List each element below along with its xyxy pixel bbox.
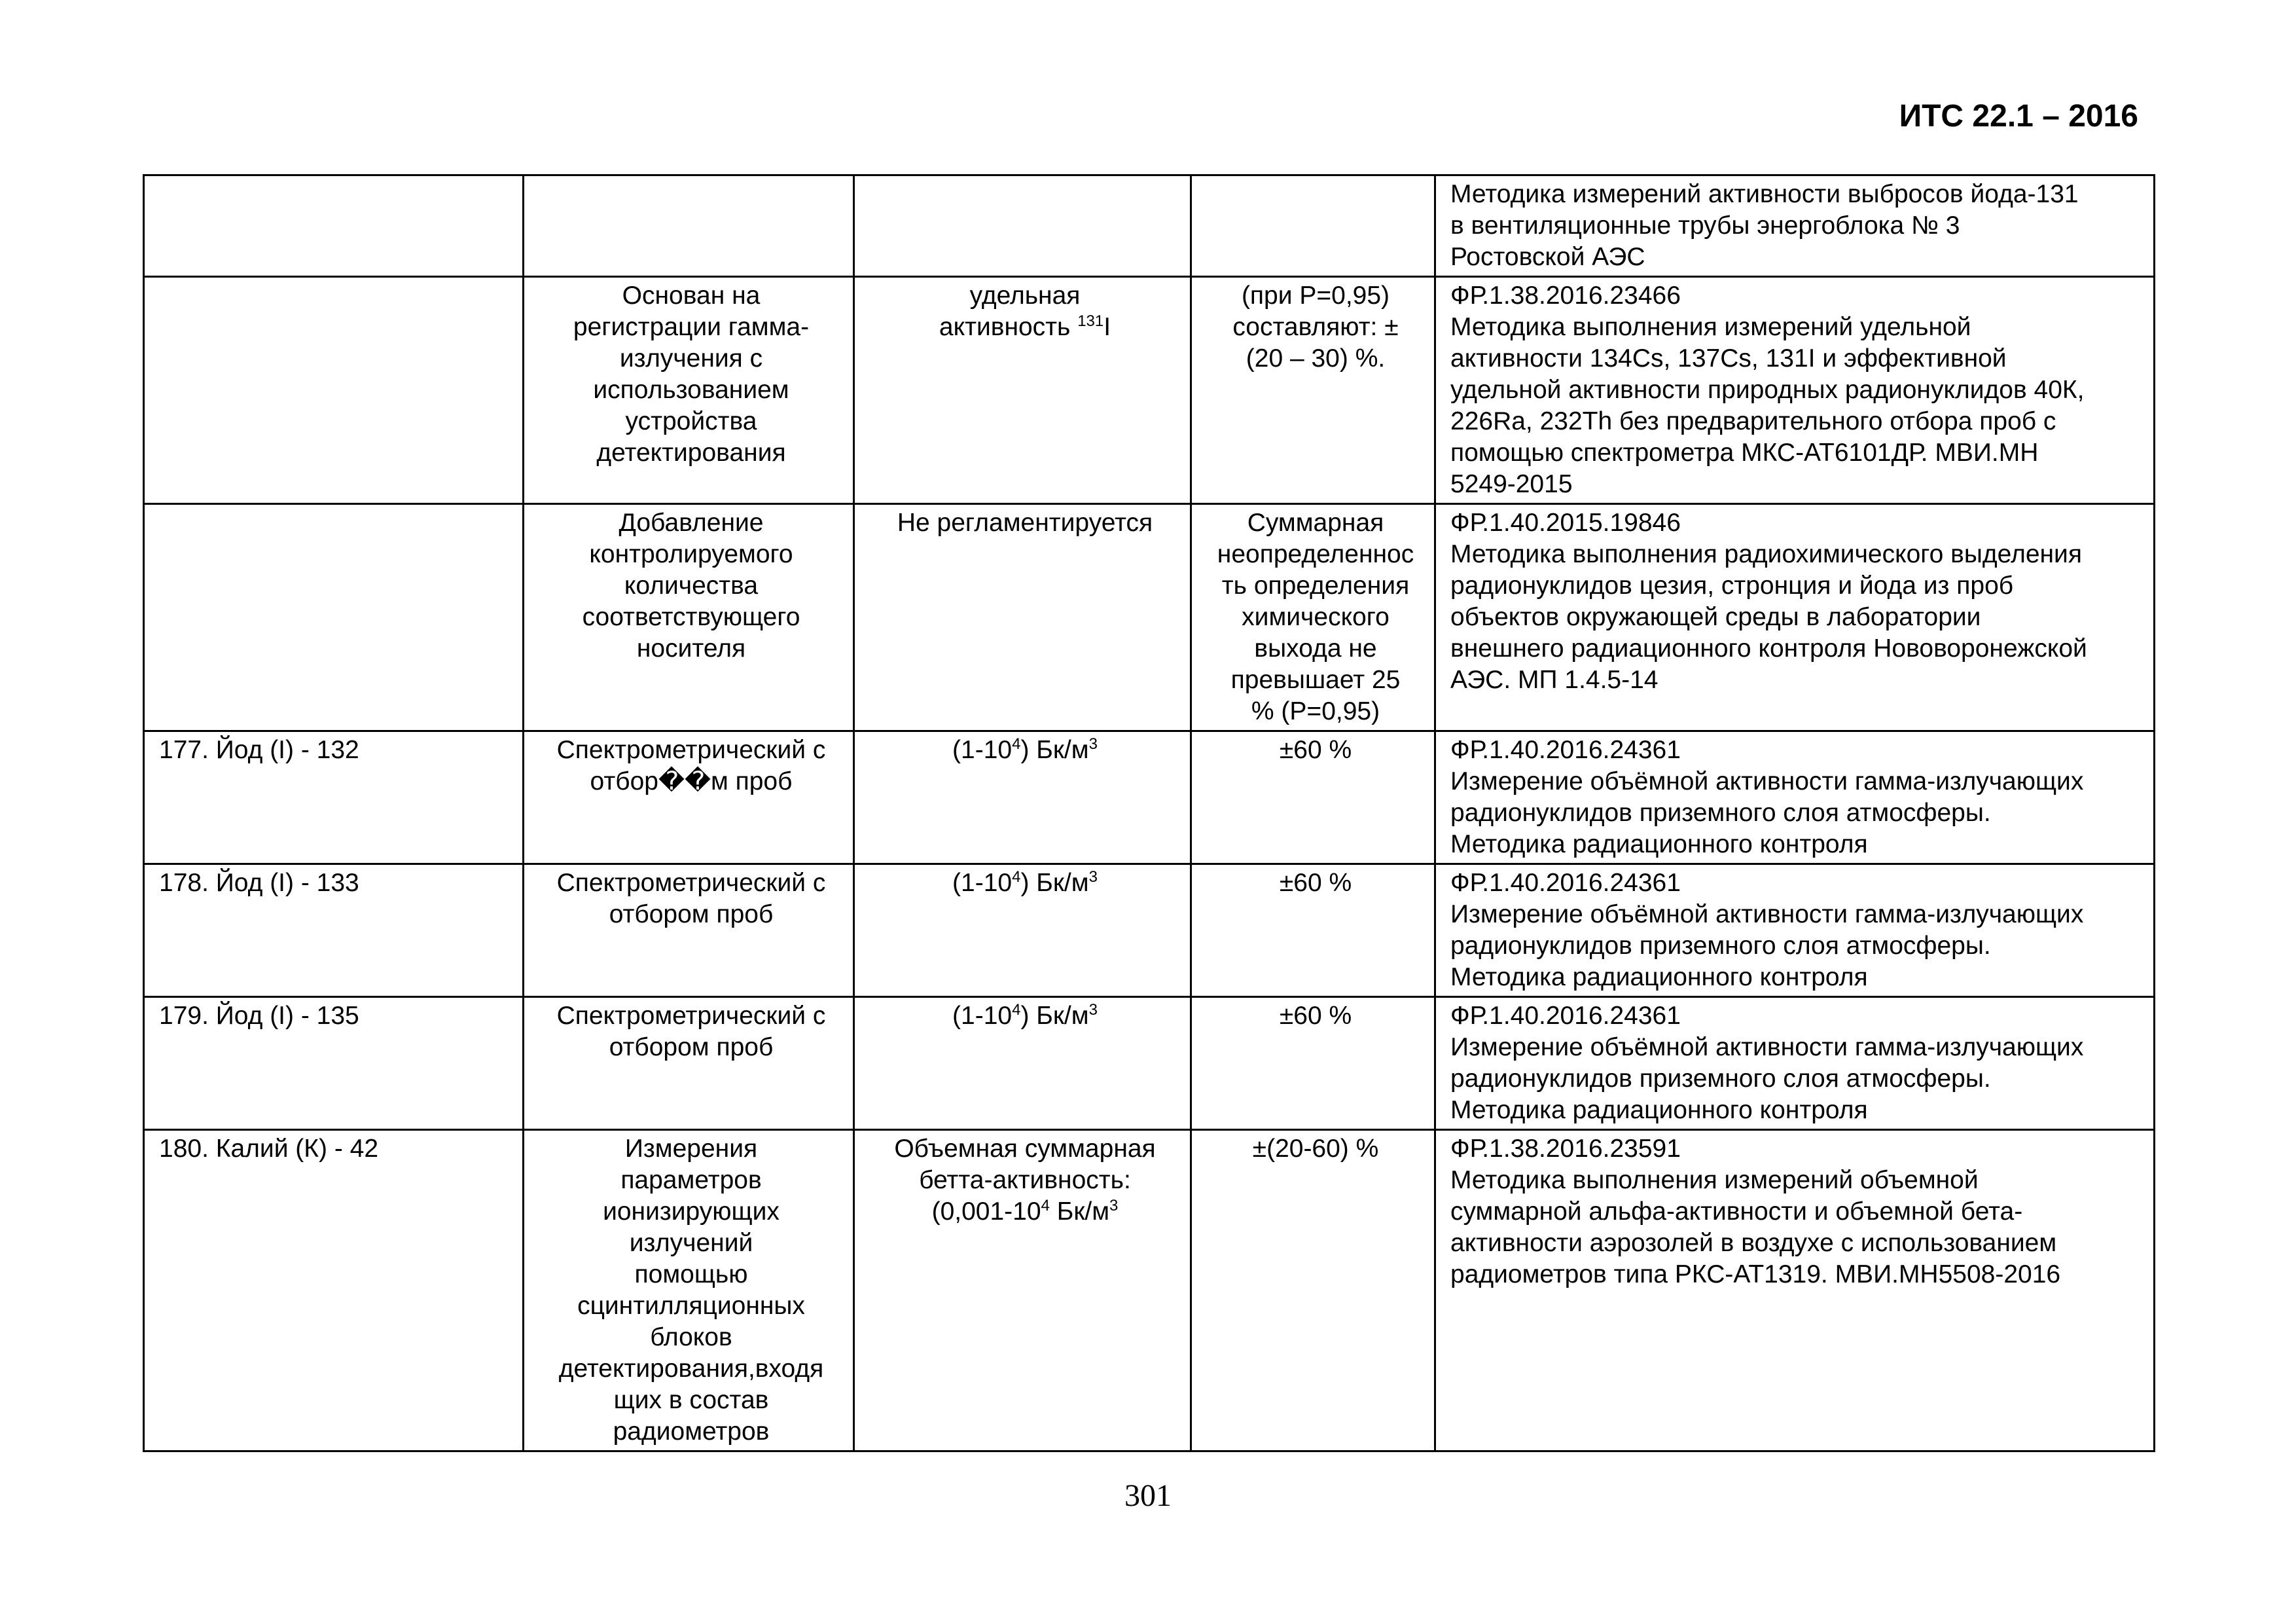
table-row: [144, 504, 2155, 731]
error-cell: [1191, 175, 1435, 277]
principle-cell: Измерения параметров ионизирующих излучений помощью сцинтилляционных блоков детектирования,входя щих в состав радиометров: [524, 1130, 854, 1451]
nuclide-cell: 180. Калий (К) - 42: [144, 1130, 524, 1451]
method-cell: ФР.1.38.2016.23591 Методика выполнения измерений объемной суммарной альфа-активности и объемной бета- активности аэрозолей в воздухе с использованием радиометров типа РКС-АТ1319. МВИ.МН5508-2016: [1435, 1130, 2155, 1451]
method-cell: ФР.1.40.2015.19846 Методика выполнения радиохимического выделения радионуклидов цезия, стронция и йода из проб объектов окружающей среды в лаборатории внешнего радиационного контроля Нововоронежской АЭС. МП 1.4.5-14: [1435, 504, 2155, 731]
range-cell: $(1-10^4)$ $Бк/м^3$: [854, 997, 1191, 1130]
table-row: [144, 1130, 2155, 1451]
table-row: [144, 997, 2155, 1130]
nuclide-cell: 177. Йод (I) - 132: [144, 731, 524, 864]
nuclide-cell: 178. Йод (I) - 133: [144, 864, 524, 997]
nuclide-cell: [144, 504, 524, 731]
range-cell: $(1-10^4)$ $Бк/м^3$: [854, 864, 1191, 997]
range-cell: [854, 175, 1191, 277]
principle-cell: Спектрометрический с отбор��м проб: [524, 731, 854, 864]
error-cell: (при Р=0,95) составляют: ± (20 – 30) %.: [1191, 277, 1435, 504]
method-cell: ФР.1.40.2016.24361 Измерение объёмной активности гамма-излучающих радионуклидов приземного слоя атмосферы. Методика радиационного контроля: [1435, 731, 2155, 864]
principle-cell: Спектрометрический с отбором проб: [524, 997, 854, 1130]
method-cell: ФР.1.38.2016.23466 Методика выполнения измерений удельной активности 134Cs, 137Cs, 131I и эффективной удельной активности природных радионуклидов 40К, 226Ra, 232Th без предварительного отбора проб с помощью спектрометра МКС-АТ6101ДР. МВИ.МН 5249-2015: [1435, 277, 2155, 504]
document-header: ИТС 22.1 – 2016: [1899, 99, 2138, 134]
principle-cell: Основан на регистрации гамма- излучения с использованием устройства детектирования: [524, 277, 854, 504]
method-cell: ФР.1.40.2016.24361 Измерение объёмной активности гамма-излучающих радионуклидов приземного слоя атмосферы. Методика радиационного контроля: [1435, 864, 2155, 997]
nuclide-cell: [144, 175, 524, 277]
range-cell: Не регламентируется: [854, 504, 1191, 731]
principle-cell: [524, 175, 854, 277]
error-cell: ±60 %: [1191, 731, 1435, 864]
page-number: 301: [1124, 1478, 1172, 1513]
range-cell: Объемная суммарная бетта-активность: ($0,001-10^4$ $Бк/м^3$: [854, 1130, 1191, 1451]
error-cell: ±60 %: [1191, 864, 1435, 997]
table-row: [144, 175, 2155, 277]
error-cell: ±60 %: [1191, 997, 1435, 1130]
range-cell: удельная активность $^{131}$I: [854, 277, 1191, 504]
nuclide-cell: [144, 277, 524, 504]
measurement-methods-table: [143, 174, 2155, 1452]
principle-cell: Спектрометрический с отбором проб: [524, 864, 854, 997]
method-cell: ФР.1.40.2016.24361 Измерение объёмной активности гамма-излучающих радионуклидов приземного слоя атмосферы. Методика радиационного контроля: [1435, 997, 2155, 1130]
method-cell: Методика измерений активности выбросов йода-131 в вентиляционные трубы энергоблока № 3 Ростовской АЭС: [1435, 175, 2155, 277]
error-cell: ±(20-60) %: [1191, 1130, 1435, 1451]
principle-cell: Добавление контролируемого количества соответствующего носителя: [524, 504, 854, 731]
table-row: [144, 277, 2155, 504]
error-cell: Суммарная неопределеннос ть определения химического выхода не превышает 25 % (Р=0,95): [1191, 504, 1435, 731]
nuclide-cell: 179. Йод (I) - 135: [144, 997, 524, 1130]
table-row: [144, 864, 2155, 997]
table-row: [144, 731, 2155, 864]
range-cell: $(1-10^4)$ $Бк/м^3$: [854, 731, 1191, 864]
